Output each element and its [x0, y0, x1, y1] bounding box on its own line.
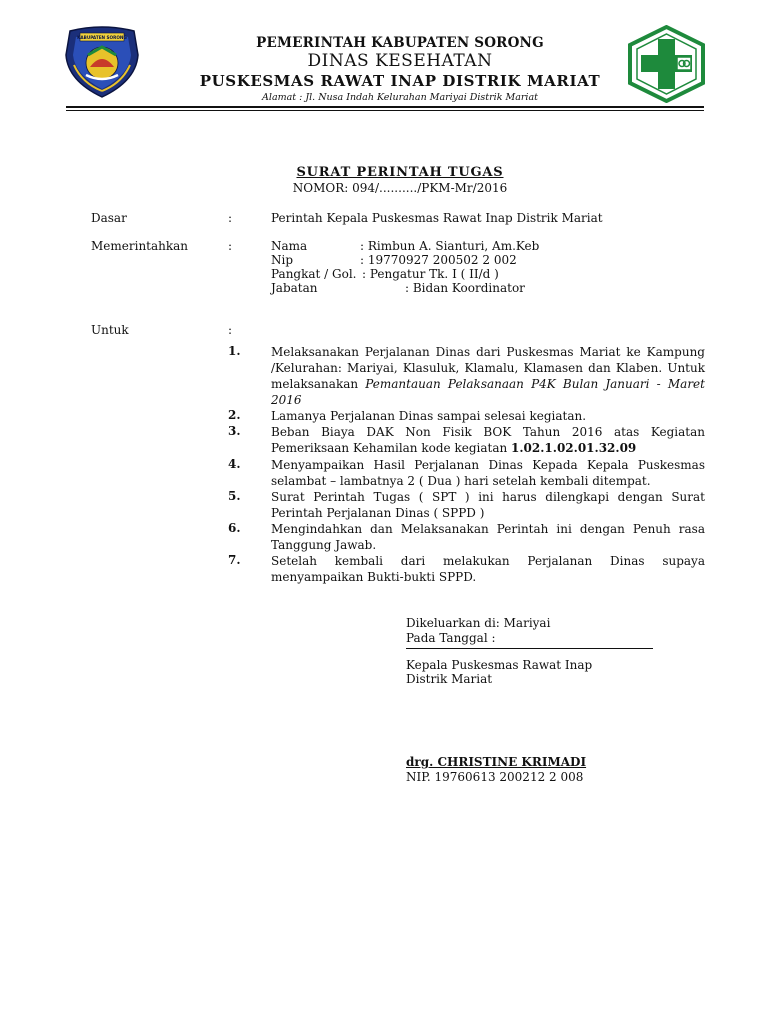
signer-nip: NIP. 19760613 200212 2 008 [406, 770, 584, 784]
list-item-text: Lamanya Perjalanan Dinas sampai selesai kegiatan. [271, 409, 587, 423]
list-item-number: 6. [228, 521, 241, 535]
signer-office-line2: Distrik Mariat [406, 672, 493, 686]
list-item-number: 7. [228, 553, 241, 567]
memerintahkan-label: Memerintahkan [91, 239, 189, 253]
jabatan-label: Jabatan [271, 281, 318, 295]
list-item [271, 553, 705, 585]
activity-code: 1.02.1.02.01.32.09 [511, 441, 637, 455]
letterhead-divider-thin [66, 110, 704, 111]
list-item [271, 424, 705, 456]
pangkat-value: : Pengatur Tk. I ( II/d ) [362, 267, 499, 281]
issued-place: Dikeluarkan di: Mariyai [406, 616, 551, 630]
untuk-label: Untuk [91, 323, 129, 337]
letterhead-institution: PUSKESMAS RAWAT INAP DISTRIK MARIAT [199, 72, 601, 90]
list-item-text: Setelah kembali dari melakukan Perjalanan Dinas supaya menyampaikan Bukti-bukti SPPD. [271, 554, 705, 584]
letterhead-government: PEMERINTAH KABUPATEN SORONG [256, 35, 544, 51]
letterhead-address: Alamat : Jl. Nusa Indah Kelurahan Mariyai Distrik Mariat [262, 92, 538, 103]
dasar-label: Dasar [91, 211, 127, 225]
list-item [271, 457, 705, 489]
document-number: NOMOR: 094/........../PKM-Mr/2016 [292, 181, 508, 195]
activity-name: Pemantauan Pelaksanaan P4K Bulan Januari - Maret 2016 [271, 377, 705, 407]
memerintahkan-colon: : [228, 239, 233, 253]
issued-date: Pada Tanggal : [406, 631, 496, 645]
list-item [271, 408, 705, 424]
list-item-number: 2. [228, 408, 241, 422]
list-item [271, 489, 705, 521]
letterhead-divider-thick [66, 106, 704, 108]
signer-name: drg. CHRISTINE KRIMADI [406, 755, 587, 769]
document-title: SURAT PERINTAH TUGAS [296, 165, 504, 180]
list-item-number: 4. [228, 457, 241, 471]
list-item [271, 344, 705, 408]
list-item-text: Beban Biaya DAK Non Fisik BOK Tahun 2016 atas Kegiatan Pemeriksaan Kehamilan kode kegiatan [271, 425, 705, 455]
list-item-number: 1. [228, 344, 241, 358]
list-item-text: Mengindahkan dan Melaksanakan Perintah ini dengan Penuh rasa Tanggung Jawab. [271, 522, 705, 552]
list-item-text: Melaksanakan Perjalanan Dinas dari Puskesmas Mariat ke Kampung /Kelurahan: Mariyai, Klasuluk, Klamalu, Klamasen dan Klaben. Untuk melaksanakan [271, 345, 705, 391]
list-item-number: 5. [228, 489, 241, 503]
nip-label: Nip [271, 253, 294, 267]
untuk-colon: : [228, 323, 233, 337]
nip-value: : 19770927 200502 2 002 [360, 253, 517, 267]
list-item-text: Menyampaikan Hasil Perjalanan Dinas Kepada Kepala Puskesmas selambat – lambatnya 2 ( Dua ) hari setelah kembali ditempat. [271, 458, 705, 488]
list-item-number: 3. [228, 424, 241, 438]
nama-label: Nama [271, 239, 308, 253]
signature-divider [406, 648, 653, 649]
list-item-text: Surat Perintah Tugas ( SPT ) ini harus dilengkapi dengan Surat Perintah Perjalanan Dinas ( SPPD ) [271, 490, 705, 520]
letterhead-department: DINAS KESEHATAN [307, 51, 493, 71]
pangkat-label: Pangkat / Gol. [271, 267, 357, 281]
list-item [271, 521, 705, 553]
emblem-label: KABUPATEN SORONG [77, 35, 127, 40]
signer-office-line1: Kepala Puskesmas Rawat Inap [406, 658, 593, 672]
dasar-value: Perintah Kepala Puskesmas Rawat Inap Distrik Mariat [271, 211, 603, 225]
jabatan-value: : Bidan Koordinator [405, 281, 525, 295]
dasar-colon: : [228, 211, 233, 225]
nama-value: : Rimbun A. Sianturi, Am.Keb [360, 239, 540, 253]
